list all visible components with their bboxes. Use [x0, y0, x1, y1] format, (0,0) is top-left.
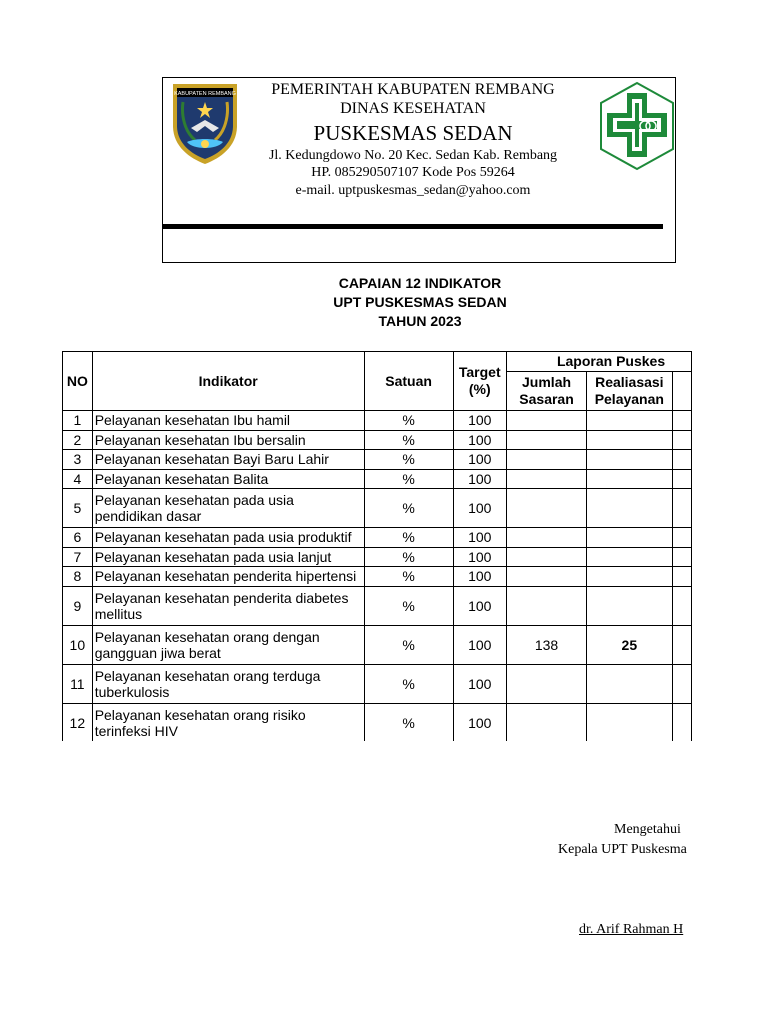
- row-target: 100: [453, 450, 506, 470]
- row-satuan: %: [364, 411, 453, 431]
- row-indikator: Pelayanan kesehatan Bayi Baru Lahir: [92, 450, 364, 470]
- row-satuan: %: [364, 450, 453, 470]
- row-indikator: Pelayanan kesehatan pada usia pendidikan dasar: [92, 489, 364, 528]
- row-target: 100: [453, 625, 506, 664]
- row-target: 100: [453, 528, 506, 548]
- row-satuan: %: [364, 469, 453, 489]
- department-name: DINAS KESEHATAN: [340, 100, 486, 117]
- row-no: 10: [63, 625, 93, 664]
- row-satuan: %: [364, 528, 453, 548]
- row-no: 6: [63, 528, 93, 548]
- row-satuan: %: [364, 547, 453, 567]
- row-no: 4: [63, 469, 93, 489]
- row-indikator: Pelayanan kesehatan Ibu hamil: [92, 411, 364, 431]
- row-satuan: %: [364, 430, 453, 450]
- header-satuan: Satuan: [364, 352, 453, 411]
- row-indikator: Pelayanan kesehatan Ibu bersalin: [92, 430, 364, 450]
- row-target: 100: [453, 567, 506, 587]
- row-no: 9: [63, 586, 93, 625]
- row-indikator: Pelayanan kesehatan orang dengan gangguan jiwa berat: [92, 625, 364, 664]
- row-satuan: %: [364, 664, 453, 703]
- row-no: 7: [63, 547, 93, 567]
- signature-name: dr. Arif Rahman H: [579, 922, 684, 937]
- title-line-2: UPT PUSKESMAS SEDAN: [333, 294, 507, 310]
- row-indikator: Pelayanan kesehatan penderita diabetes mellitus: [92, 586, 364, 625]
- email: e-mail. uptpuskesmas_sedan@yahoo.com: [295, 183, 531, 198]
- row-indikator: Pelayanan kesehatan penderita hipertensi: [92, 567, 364, 587]
- row-no: 1: [63, 411, 93, 431]
- row-indikator: Pelayanan kesehatan orang risiko terinfeksi HIV: [92, 703, 364, 741]
- phone-postal: HP. 085290507107 Kode Pos 59264: [311, 165, 515, 180]
- row-target: 100: [453, 411, 506, 431]
- row-target: 100: [453, 430, 506, 450]
- header-target: Target (%): [453, 352, 506, 411]
- row-satuan: %: [364, 703, 453, 741]
- header-no: NO: [63, 352, 93, 411]
- row-satuan: %: [364, 489, 453, 528]
- row-target: 100: [453, 469, 506, 489]
- government-name: PEMERINTAH KABUPATEN REMBANG: [271, 81, 555, 98]
- address: Jl. Kedungdowo No. 20 Kec. Sedan Kab. Rembang: [268, 148, 558, 163]
- header-realisasi: Realiasasi Pelayanan: [587, 372, 673, 411]
- row-target: 100: [453, 489, 506, 528]
- row-target: 100: [453, 703, 506, 741]
- row-no: 11: [63, 664, 93, 703]
- row-satuan: %: [364, 625, 453, 664]
- row-indikator: Pelayanan kesehatan orang terduga tuberkulosis: [92, 664, 364, 703]
- row-no: 2: [63, 430, 93, 450]
- row-no: 5: [63, 489, 93, 528]
- row-satuan: %: [364, 586, 453, 625]
- header-laporan: Laporan Puskes: [506, 352, 691, 372]
- row-indikator: Pelayanan kesehatan pada usia lanjut: [92, 547, 364, 567]
- row-target: 100: [453, 664, 506, 703]
- title-line-3: TAHUN 2023: [378, 313, 462, 329]
- signature-position: Kepala UPT Puskesma: [558, 842, 687, 857]
- row-no: 8: [63, 567, 93, 587]
- row-no: 12: [63, 703, 93, 741]
- row-indikator: Pelayanan kesehatan Balita: [92, 469, 364, 489]
- row-target: 100: [453, 547, 506, 567]
- header-jumlah-sasaran: Jumlah Sasaran: [506, 372, 586, 411]
- row-realisasi: 25: [587, 625, 673, 664]
- row-satuan: %: [364, 567, 453, 587]
- header-indikator: Indikator: [92, 352, 364, 411]
- row-no: 3: [63, 450, 93, 470]
- title-line-1: CAPAIAN 12 INDIKATOR: [338, 275, 502, 291]
- row-indikator: Pelayanan kesehatan pada usia produktif: [92, 528, 364, 548]
- puskesmas-name: PUSKESMAS SEDAN: [313, 121, 513, 145]
- crest-text: KABUPATEN REMBANG: [174, 91, 236, 97]
- row-jumlah-sasaran: 138: [506, 625, 586, 664]
- signature-acknowledged: Mengetahui: [614, 822, 681, 837]
- row-target: 100: [453, 586, 506, 625]
